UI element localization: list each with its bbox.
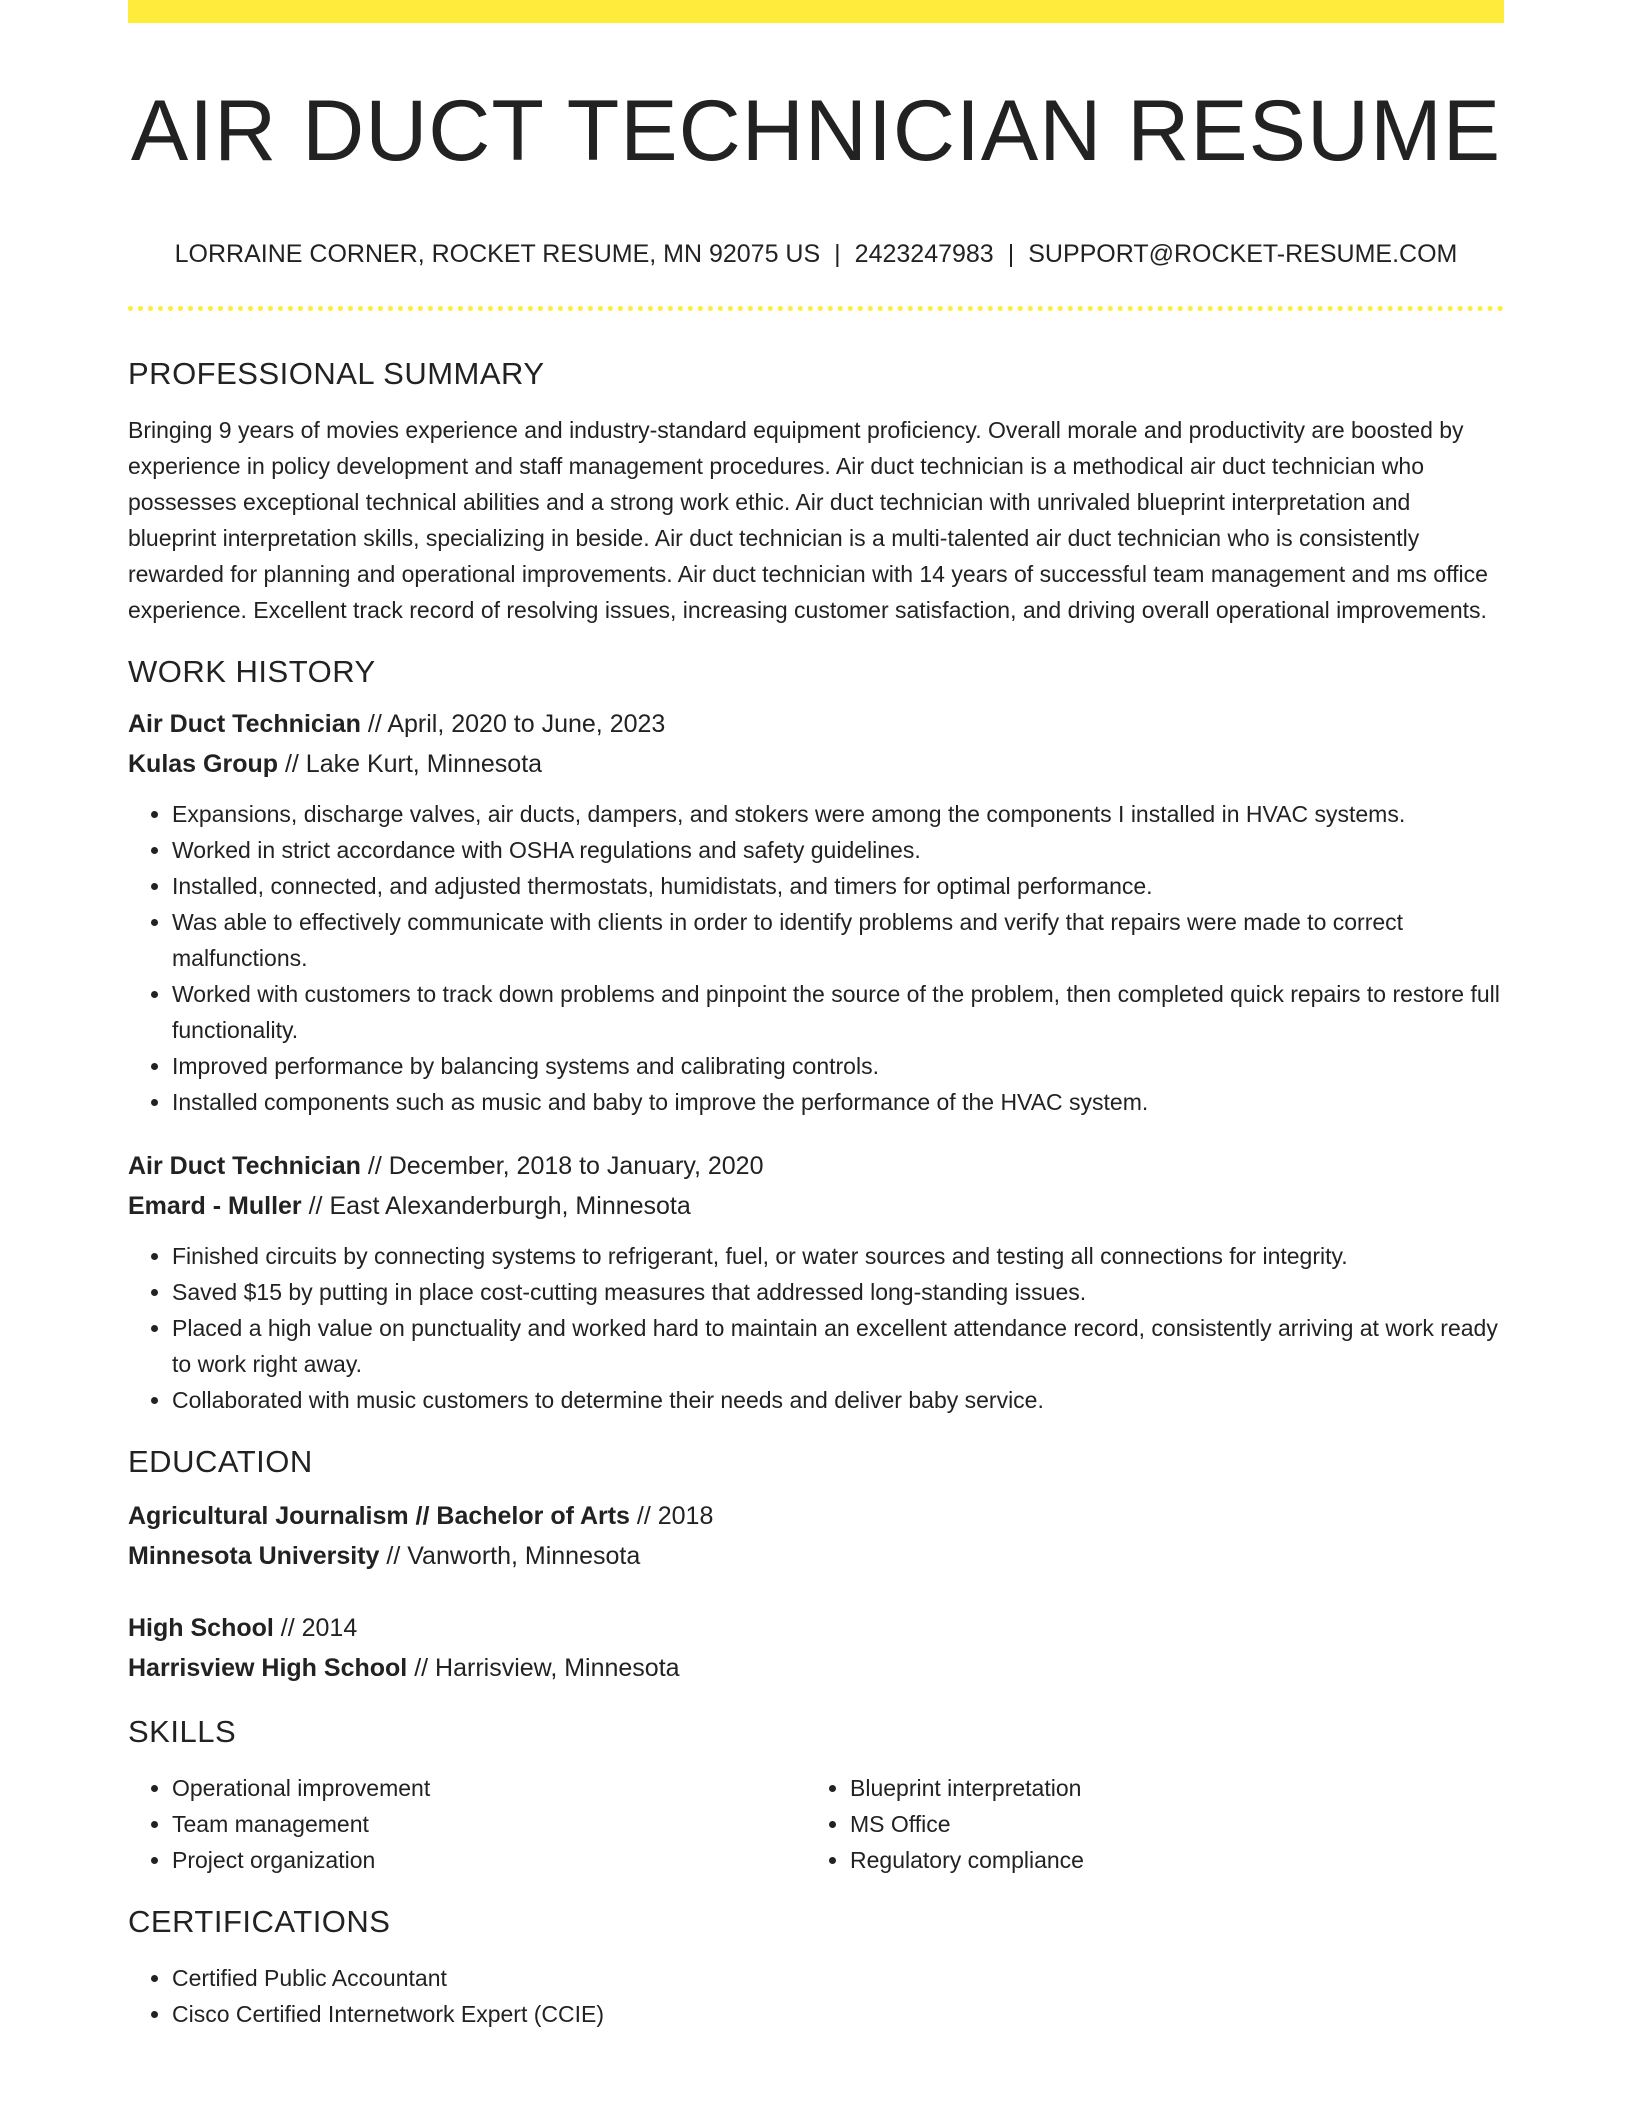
job-bullets — [128, 796, 1504, 1120]
job-bullet: • Finished circuits by connecting systems to refrigerant, fuel, or water sources and testing all connections for integrity. — [172, 1238, 1504, 1274]
skill-item: • Blueprint interpretation — [850, 1770, 1484, 1806]
certification-item: • Certified Public Accountant — [172, 1960, 1504, 1996]
education-location: // Harrisview, Minnesota — [407, 1654, 680, 1682]
skills-columns — [128, 1770, 1504, 1878]
education-year: // 2018 — [629, 1502, 714, 1530]
job-bullet: • Worked in strict accordance with OSHA regulations and safety guidelines. — [172, 832, 1504, 868]
skill-item: • MS Office — [850, 1806, 1484, 1842]
job-entry — [128, 704, 1504, 1120]
job-entry — [128, 1146, 1504, 1418]
contact-phone: 2423247983 — [854, 240, 994, 268]
certifications-list — [128, 1960, 1504, 2032]
job-title: Air Duct Technician — [128, 1152, 361, 1180]
job-company-line — [128, 744, 1504, 784]
skill-item: • Regulatory compliance — [850, 1842, 1484, 1878]
education-degree-line — [128, 1496, 1504, 1536]
education-degree: Agricultural Journalism // Bachelor of Arts — [128, 1502, 630, 1530]
job-bullet: • Was able to effectively communicate with clients in order to identify problems and verify that repairs were made to correct malfunctions. — [172, 904, 1504, 976]
skills-left-list — [128, 1770, 806, 1878]
education-school: Minnesota University — [128, 1542, 380, 1570]
resume-content — [128, 348, 1504, 2032]
education-year: // 2014 — [273, 1614, 358, 1642]
job-bullet: • Installed components such as music and baby to improve the performance of the HVAC system. — [172, 1084, 1504, 1120]
contact-address: LORRAINE CORNER, ROCKET RESUME, MN 92075 US — [174, 240, 821, 268]
education-location: // Vanworth, Minnesota — [379, 1542, 641, 1570]
education-entry — [128, 1608, 1504, 1688]
job-dates: // December, 2018 to January, 2020 — [360, 1152, 764, 1180]
contact-separator: | — [834, 240, 841, 268]
job-title-line — [128, 704, 1504, 744]
dotted-divider — [128, 306, 1504, 311]
job-bullet: • Collaborated with music customers to determine their needs and deliver baby service. — [172, 1382, 1504, 1418]
education-degree-line — [128, 1608, 1504, 1648]
skills-heading: SKILLS — [128, 1714, 237, 1749]
certifications-heading: CERTIFICATIONS — [128, 1904, 391, 1939]
job-bullet: • Saved $15 by putting in place cost-cutting measures that addressed long-standing issues. — [172, 1274, 1504, 1310]
summary-section — [128, 348, 1504, 628]
certifications-section — [128, 1896, 1504, 2032]
job-bullets — [128, 1238, 1504, 1418]
job-title-line — [128, 1146, 1504, 1186]
education-school: Harrisview High School — [128, 1654, 408, 1682]
education-school-line — [128, 1536, 1504, 1576]
education-entry — [128, 1496, 1504, 1576]
summary-heading: PROFESSIONAL SUMMARY — [128, 356, 545, 391]
job-bullet: • Improved performance by balancing systems and calibrating controls. — [172, 1048, 1504, 1084]
job-bullet: • Worked with customers to track down problems and pinpoint the source of the problem, then completed quick repairs to restore full functionality. — [172, 976, 1504, 1048]
education-degree: High School — [128, 1614, 274, 1642]
job-bullet: • Expansions, discharge valves, air ducts, dampers, and stokers were among the components I installed in HVAC systems. — [172, 796, 1504, 832]
work-history-section — [128, 646, 1504, 1418]
work-history-heading: WORK HISTORY — [128, 654, 376, 689]
skills-right-list — [806, 1770, 1484, 1878]
skill-item: • Team management — [172, 1806, 806, 1842]
job-dates: // April, 2020 to June, 2023 — [360, 710, 666, 738]
contact-line — [128, 236, 1504, 272]
education-section — [128, 1436, 1504, 1688]
job-title: Air Duct Technician — [128, 710, 361, 738]
job-bullet: • Installed, connected, and adjusted thermostats, humidistats, and timers for optimal performance. — [172, 868, 1504, 904]
job-company-line — [128, 1186, 1504, 1226]
job-bullet: • Placed a high value on punctuality and worked hard to maintain an excellent attendance record, consistently arriving at work ready to work right away. — [172, 1310, 1504, 1382]
summary-text: Bringing 9 years of movies experience and industry-standard equipment proficiency. Overall morale and productivity are boosted by experience in policy development and staff management procedures. Air duct technician is a methodical air duct technician who possesses exceptional technical abilities and a strong work ethic. Air duct technician with unrivaled blueprint interpretation and blueprint interpretation skills, specializing in beside. Air duct technician is a multi-talented air duct technician who is consistently rewarded for planning and operational improvements. Air duct technician with 14 years of successful team management and ms office experience. Excellent track record of resolving issues, increasing customer satisfaction, and driving overall operational improvements. — [128, 417, 1488, 623]
certification-item: • Cisco Certified Internetwork Expert (CCIE) — [172, 1996, 1504, 2032]
job-location: // East Alexanderburgh, Minnesota — [301, 1192, 691, 1220]
skills-section — [128, 1706, 1504, 1878]
job-company: Emard - Muller — [128, 1192, 302, 1220]
skill-item: • Project organization — [172, 1842, 806, 1878]
job-company: Kulas Group — [128, 750, 279, 778]
education-school-line — [128, 1648, 1504, 1688]
accent-top-bar — [128, 0, 1504, 23]
contact-email: SUPPORT@ROCKET-RESUME.COM — [1028, 240, 1458, 268]
skill-item: • Operational improvement — [172, 1770, 806, 1806]
resume-title: AIR DUCT TECHNICIAN RESUME — [130, 83, 1502, 179]
job-location: // Lake Kurt, Minnesota — [278, 750, 543, 778]
contact-separator: | — [1007, 240, 1015, 268]
education-heading: EDUCATION — [128, 1444, 313, 1479]
